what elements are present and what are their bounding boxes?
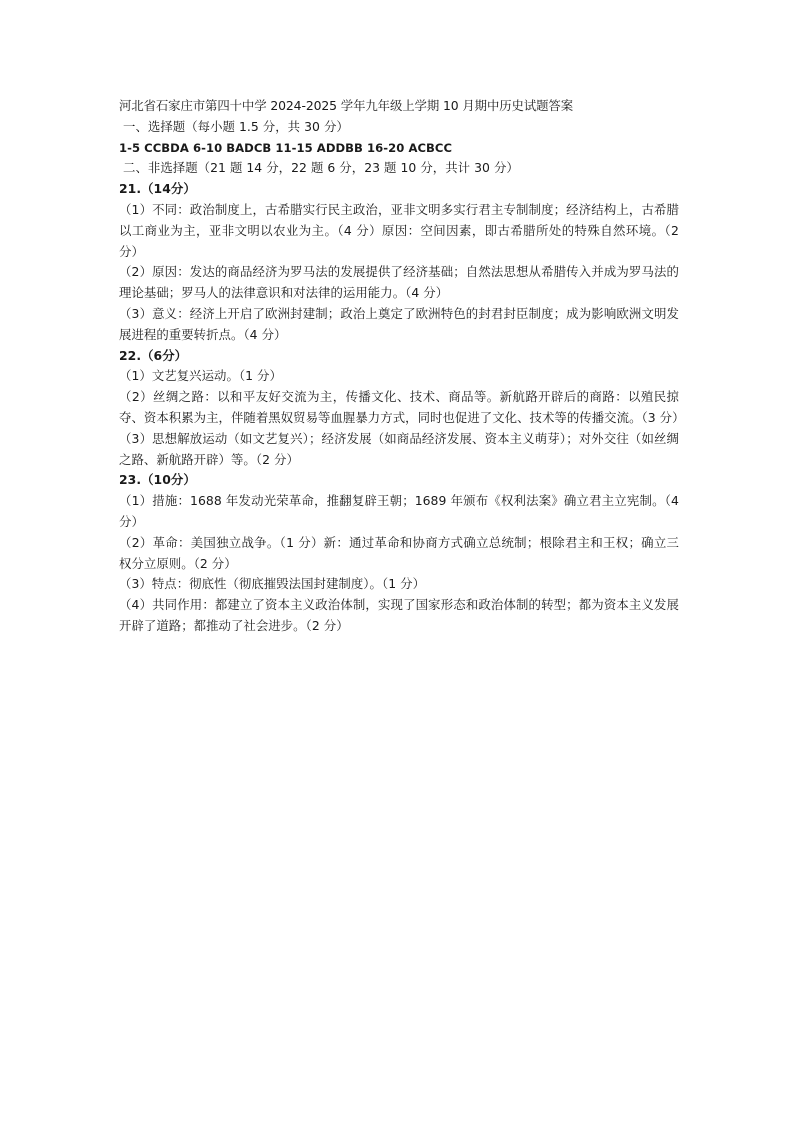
q22-part1: （1）文艺复兴运动。（1 分）: [119, 368, 282, 384]
q22-part2: （2）丝绸之路：以和平友好交流为主，传播文化、技术、商品等。新航路开辟后的商路：以殖民掠夺、资本积累为主，伴随着黑奴贸易等血腥暴力方式，同时也促进了文化、技术等的传播交流。（3 分）: [119, 389, 685, 425]
document-title: 河北省石家庄市第四十中学 2024-2025 学年九年级上学期 10 月期中历史试题答案: [119, 98, 573, 113]
q21-part2: （2）原因：发达的商品经济为罗马法的发展提供了经济基础；自然法思想从希腊传入并成为罗马法的理论基础；罗马人的法律意识和对法律的运用能力。（4 分）: [119, 264, 679, 301]
q23-part1: （1）措施：1688 年发动光荣革命，推翻复辟王朝；1689 年颁布《权利法案》确立君主立宪制。（4 分）: [119, 493, 679, 529]
q22-part3: （3）思想解放运动（如文艺复兴）；经济发展（如商品经济发展、资本主义萌芽）；对外交往（如丝绸之路、新航路开辟）等。（2 分）: [119, 430, 679, 467]
section2-heading: 二、非选择题（21 题 14 分，22 题 6 分，23 题 10 分，共计 30 分）: [123, 160, 519, 176]
q23-part2: （2）革命：美国独立战争。（1 分）新：通过革命和协商方式确立总统制；根除君主和王权；确立三权分立原则。（2 分）: [119, 534, 679, 571]
document-content: [119, 96, 685, 637]
q23-heading: 23.（10分）: [119, 472, 196, 488]
q21-heading: 21.（14分）: [119, 181, 196, 197]
q21-part1: （1）不同：政治制度上，古希腊实行民主政治，亚非文明多实行君主专制制度；经济结构上，古希腊以工商业为主，亚非文明以农业为主。（4 分）原因：空间因素，即古希腊所处的特殊自然环境。（2 分）: [119, 201, 679, 259]
section1-answers: 1-5 CCBDA 6-10 BADCB 11-15 ADDBB 16-20 ACBCC: [119, 140, 453, 155]
q23-part4: （4）共同作用：都建立了资本主义政治体制，实现了国家形态和政治体制的转型；都为资本主义发展开辟了道路；都推动了社会进步。（2 分）: [119, 597, 679, 633]
q23-part3: （3）特点：彻底性（彻底摧毁法国封建制度）。（1 分）: [119, 576, 426, 592]
q21-part3: （3）意义：经济上开启了欧洲封建制；政治上奠定了欧洲特色的封君封臣制度；成为影响欧洲文明发展进程的重要转折点。（4 分）: [119, 305, 679, 342]
q22-heading: 22.（6分）: [119, 347, 188, 363]
section1-heading: 一、选择题（每小题 1.5 分，共 30 分）: [123, 118, 349, 134]
